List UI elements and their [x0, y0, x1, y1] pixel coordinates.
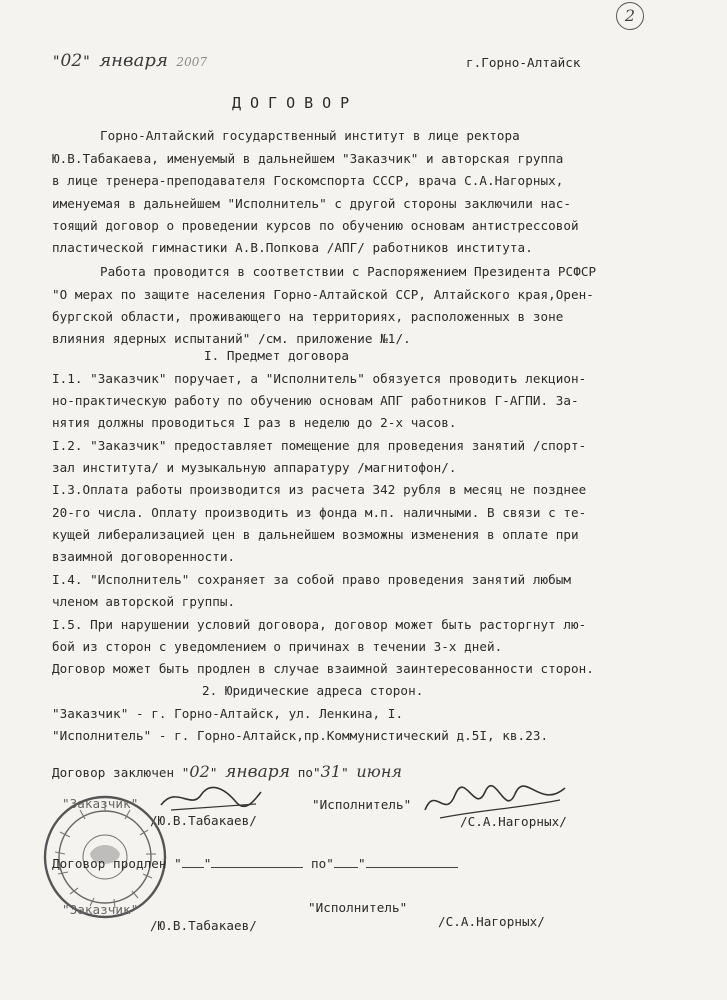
executor-label-2: "Исполнитель" [308, 900, 408, 915]
date-year: 2007 [176, 55, 208, 69]
body-line: именуемая в дальнейшем "Исполнитель" с другой стороны заключили нас- [52, 196, 571, 211]
term-from-month: января [225, 762, 291, 782]
body-line: I.5. При нарушении условий договора, договор может быть расторгнут лю- [52, 617, 587, 632]
body-line: бой из сторон с уведомлением о причинах в течении 3-х дней. [52, 639, 503, 654]
date-day: 02 [60, 51, 83, 71]
extension-to-label: по [311, 856, 327, 871]
term-to-day: 31 [320, 762, 342, 781]
customer-signature-1 [156, 780, 266, 820]
executor-name-1: /С.А.Нагорных/ [460, 814, 567, 829]
executor-signature-1 [420, 780, 570, 826]
body-line: "О мерах по защите населения Горно-Алтайской ССР, Алтайского края,Орен- [52, 287, 594, 302]
body-line: влияния ядерных испытаний" /см. приложение №1/. [52, 331, 411, 346]
page-number: 2 [616, 2, 644, 30]
body-line: но-практическую работу по обучению основам АПГ работников Г-АГПИ. За- [52, 393, 579, 408]
body-line: взаимной договоренности. [52, 549, 236, 564]
body-line: "Исполнитель" - г. Горно-Алтайск,пр.Коммунистический д.5I, кв.23. [52, 728, 549, 743]
body-line: зал института/ и музыкальную аппаратуру /магнитофон/. [52, 460, 457, 475]
term-line: Договор заключен "02" января по"31" июня [52, 762, 403, 782]
executor-name-2: /С.А.Нагорных/ [438, 914, 545, 929]
extension-label: Договор продлен [52, 856, 167, 871]
section-heading: 2. Юридические адреса сторон. [202, 683, 424, 698]
section-heading: I. Предмет договора [204, 348, 350, 363]
term-label: Договор заключен [52, 765, 175, 780]
term-from-day: 02 [189, 762, 210, 781]
body-line: Договор может быть продлен в случае взаимной заинтересованности сторон. [52, 661, 594, 676]
body-line: членом авторской группы. [52, 594, 236, 609]
body-line: в лице тренера-преподавателя Госкомспорта СССР, врача С.А.Нагорных, [52, 173, 564, 188]
date-month: января [99, 50, 168, 71]
body-line: "Заказчик" - г. Горно-Алтайск, ул. Ленкина, I. [52, 706, 404, 721]
extension-line: Договор продлен " " по" " [52, 856, 458, 871]
term-to-label: по [297, 765, 313, 780]
body-line: нятия должны проводиться I раз в неделю до 2-х часов. [52, 415, 457, 430]
executor-label-1: "Исполнитель" [312, 797, 412, 812]
body-line: I.3.Оплата работы производится из расчета 342 рубля в месяц не позднее [52, 482, 587, 497]
date-line: "02" января 2007 [52, 50, 208, 71]
city: г.Горно-Алтайск [466, 55, 581, 70]
body-line: I.2. "Заказчик" предоставляет помещение для проведения занятий /спорт- [52, 438, 587, 453]
document-title: ДОГОВОР [232, 94, 359, 112]
body-line: тоящий договор о проведении курсов по обучению основам антистрессовой [52, 218, 579, 233]
body-line: кущей либерализацией цен в дальнейшем возможны изменения в оплате при [52, 527, 579, 542]
term-to-month: июня [356, 762, 403, 781]
customer-name-2: /Ю.В.Табакаев/ [150, 918, 257, 933]
body-line: I.4. "Исполнитель" сохраняет за собой право проведения занятий любым [52, 572, 571, 587]
customer-label-1: "Заказчик" [62, 796, 139, 811]
body-line: пластической гимнастики А.В.Попкова /АПГ/ работников института. [52, 240, 533, 255]
customer-label-2: "Заказчик" [62, 902, 139, 917]
body-line: бургской области, проживающего на территориях, расположенных в зоне [52, 309, 564, 324]
body-line: 20-го числа. Оплату производить из фонда м.п. наличными. В связи с те- [52, 505, 587, 520]
body-line: Горно-Алтайский государственный институт в лице ректора [100, 128, 520, 143]
body-line: Работа проводится в соответствии с Распоряжением Президента РСФСР [100, 264, 597, 279]
customer-name-1: /Ю.В.Табакаев/ [150, 813, 257, 828]
body-line: I.1. "Заказчик" поручает, а "Исполнитель" обязуется проводить лекцион- [52, 371, 587, 386]
body-line: Ю.В.Табакаева, именуемый в дальнейшем "Заказчик" и авторская группа [52, 151, 564, 166]
